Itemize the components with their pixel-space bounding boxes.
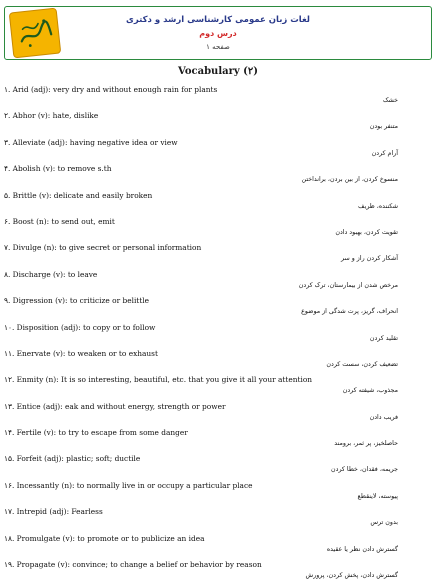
vocab-entry xyxy=(0,342,436,368)
header-title: لغات زبان عمومی کارشناسی ارشد و دکتری xyxy=(126,15,310,25)
vocab-entry xyxy=(0,131,436,157)
page-number: صفحه ۱ xyxy=(206,43,230,51)
vocab-translation: متنفر بودن xyxy=(369,123,398,131)
vocab-entry xyxy=(0,316,436,342)
vocab-definition: ۱۶. Incessantly (n): to normally live in or occupy a particular place xyxy=(4,480,253,490)
vocab-entry xyxy=(0,527,436,553)
vocab-translation: حاصلخیز، پر ثمر، برومند xyxy=(334,440,398,448)
vocab-entry xyxy=(0,474,436,500)
vocab-definition: ۵. Brittle (v): delicate and easily broken xyxy=(4,190,153,200)
document-title: Vocabulary (۲) xyxy=(177,66,258,77)
vocab-entry xyxy=(0,553,436,579)
vocab-translation: مجذوب، شیفته کردن xyxy=(342,387,398,395)
vocab-entry xyxy=(0,210,436,236)
vocab-definition: ۲. Abhor (v): hate, dislike xyxy=(4,111,99,121)
vocab-entry xyxy=(0,500,436,526)
vocab-entry xyxy=(0,368,436,394)
vocab-entry xyxy=(0,104,436,130)
vocab-definition: ۱۹. Propagate (v): convince; to change a belief or behavior by reason xyxy=(4,560,262,570)
vocab-definition: ۸. Discharge (v): to leave xyxy=(4,269,98,279)
vocab-entry xyxy=(0,421,436,447)
vocabulary-list xyxy=(0,78,436,579)
vocab-definition: ۱۲. Enmity (n): It is so interesting, beautiful, etc. that you give it all your attention xyxy=(4,375,313,385)
vocab-definition: ۱۱. Enervate (v): to weaken or to exhaust xyxy=(4,348,158,358)
page-header xyxy=(4,6,432,60)
vocab-entry xyxy=(0,157,436,183)
vocab-definition: ۱۸. Promulgate (v): to promote or to publicize an idea xyxy=(4,533,205,543)
header-subtitle: درس دوم xyxy=(199,29,237,38)
vocab-translation: گسترش دادن نظر یا عقیده xyxy=(326,545,398,553)
vocab-translation: شکننده، ظریف xyxy=(358,202,398,210)
vocab-translation: مرخص شدن از بیمارستان، ترک کردن xyxy=(298,281,398,289)
vocab-translation: خشک xyxy=(382,97,398,104)
vocab-definition: ۷. Divulge (n): to give secret or personal information xyxy=(4,243,202,253)
vocab-entry xyxy=(0,289,436,315)
vocab-translation: منسوخ کردن، از بین بردن، برانداختن xyxy=(301,176,398,184)
vocab-definition: ۶. Boost (n): to send out, emit xyxy=(4,216,115,226)
vocab-translation: آشکار کردن راز و سر xyxy=(341,255,398,263)
vocab-entry xyxy=(0,395,436,421)
vocab-entry xyxy=(0,78,436,104)
vocab-translation: آرام کردن xyxy=(371,149,398,157)
vocab-entry xyxy=(0,236,436,262)
vocab-definition: ۱۰. Disposition (adj): to copy or to follow xyxy=(4,322,156,332)
vocab-translation: تضعیف کردن، سست کردن xyxy=(326,360,398,368)
vocab-definition: ۹. Digression (v): to criticize or belittle xyxy=(4,296,149,306)
vocab-definition: ۱۵. Forfeit (adj): plastic; soft; ductile xyxy=(4,454,141,464)
vocab-translation: تقویت کردن، بهبود دادن xyxy=(335,228,398,236)
vocab-definition: ۳. Alleviate (adj): having negative idea or view xyxy=(4,137,178,147)
vocab-definition: ۱. Arid (adj): very dry and without enough rain for plants xyxy=(4,85,218,94)
vocab-definition: ۱۷. Intrepid (adj): Fearless xyxy=(4,507,103,517)
vocab-translation: انحراف، گریز، پرت شدگی از موضوع xyxy=(301,308,398,316)
vocab-definition: ۱۴. Fertile (v): to try to escape from some danger xyxy=(4,428,188,438)
vocab-translation: جریمه، فقدان، خطا کردن xyxy=(331,466,398,474)
vocab-definition: ۴. Abolish (v): to remove s.th xyxy=(4,164,112,174)
vocab-translation: بدون ترس xyxy=(370,519,398,527)
vocab-translation: تقلید کردن xyxy=(369,334,398,342)
vocab-translation: پیوسته، لاینقطع xyxy=(357,492,398,500)
vocab-translation: فریب دادن xyxy=(369,413,398,421)
vocab-definition: ۱۳. Entice (adj): eak and without energy, strength or power xyxy=(4,401,226,411)
vocab-entry xyxy=(0,447,436,473)
vocab-entry xyxy=(0,184,436,210)
vocab-entry xyxy=(0,263,436,289)
vocab-translation: گسترش دادن، پخش کردن، پرورش xyxy=(305,572,398,580)
